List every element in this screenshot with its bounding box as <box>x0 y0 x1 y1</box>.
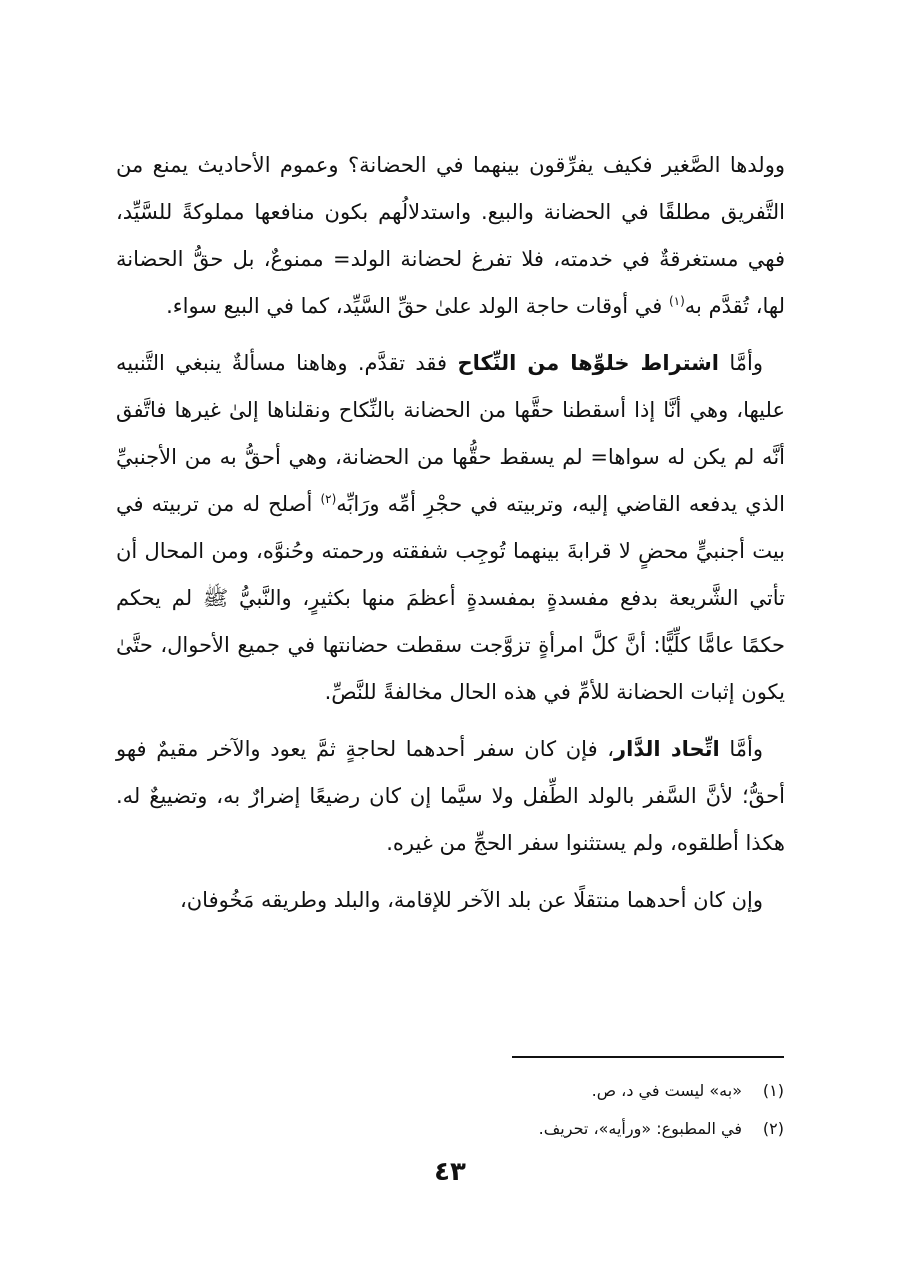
paragraph-text: وأمَّا <box>719 351 763 375</box>
bold-heading-term: اشتراط خلوِّها من النِّكاح <box>457 351 720 375</box>
paragraph-text: وولدها الصَّغير فكيف يفرِّقون بينهما في الحضانة؟ وعموم الأحاديث يمنع من التَّفريق مطلقًا في الحضانة والبيع. واستدلالُهم بكون منافعها مملوكةً للسَّيِّد، فهي مستغرقةٌ في خدمته، فلا تفرغ لحضانة الولد= ممنوعٌ، بل حقُّ الحضانة لها، تُقدَّم به <box>116 153 785 318</box>
paragraph-1 <box>116 142 785 330</box>
footnote-1 <box>124 1072 784 1110</box>
footnotes <box>124 1072 784 1148</box>
paragraph-text: أصلح له من تربيته في بيت أجنبيٍّ محضٍ لا قرابةَ بينهما تُوجِب شفقته ورحمته وحُنوَّه، ومن المحال أن تأتي الشَّريعة بدفع مفسدةٍ بمفسدةٍ أعظمَ منها بكثيرٍ، والنَّبيُّ ﷺ لم يحكم حكمًا عامًّا كلِّيًّا: أنَّ كلَّ امرأةٍ تزوَّجت سقطت حضانتها في جميع الأحوال، حتَّىٰ يكون إثبات الحضانة للأمِّ في هذه الحال مخالفةً للنَّصِّ. <box>116 492 785 704</box>
footnote-text: «به» ليست في د، ص. <box>591 1081 742 1100</box>
paragraph-text: في أوقات حاجة الولد علىٰ حقِّ السَّيِّد، كما في البيع سواء. <box>166 294 669 318</box>
footnote-number: (٢) <box>762 1119 784 1138</box>
page-number: ٤٣ <box>434 1157 466 1187</box>
paragraph-text: فقد تقدَّم. وهاهنا مسألةٌ ينبغي التَّنبيه عليها، وهي أنَّا إذا أسقطنا حقَّها من الحضانة بالنِّكاح ونقلناها إلىٰ غيرها فاتَّفق أنَّه لم يكن له سواها= لم يسقط حقُّها من الحضانة، وهي أحقُّ به من الأجنبيِّ الذي يدفعه القاضي إليه، وتربيته في حجْرِ أمِّه ورَابِّه <box>116 351 785 516</box>
footnote-reference-1: (١) <box>668 294 685 308</box>
footnote-2 <box>124 1110 784 1148</box>
footnote-divider <box>512 1056 784 1058</box>
paragraph-text: ، فإن كان سفر أحدهما لحاجةٍ ثمَّ يعود والآخر مقيمٌ فهو أحقُّ؛ لأنَّ السَّفر بالولد الطِّفل ولا سيَّما إن كان رضيعًا إضرارٌ به، وتضييعٌ له. هكذا أطلقوه، ولم يستثنوا سفر الحجِّ من غيره. <box>116 737 785 855</box>
bold-heading-term: اتِّحاد الدَّار <box>614 737 720 761</box>
main-text <box>116 142 785 934</box>
footnote-reference-2: (٢) <box>320 492 337 506</box>
paragraph-3 <box>116 726 785 867</box>
footnote-text: في المطبوع: «ورأيه»، تحريف. <box>538 1119 742 1138</box>
paragraph-4 <box>116 877 785 924</box>
paragraph-text: وإن كان أحدهما منتقلًا عن بلد الآخر للإقامة، والبلد وطريقه مَخُوفان، <box>179 888 763 912</box>
paragraph-2 <box>116 340 785 716</box>
paragraph-text: وأمَّا <box>719 737 763 761</box>
footnote-number: (١) <box>762 1081 784 1100</box>
